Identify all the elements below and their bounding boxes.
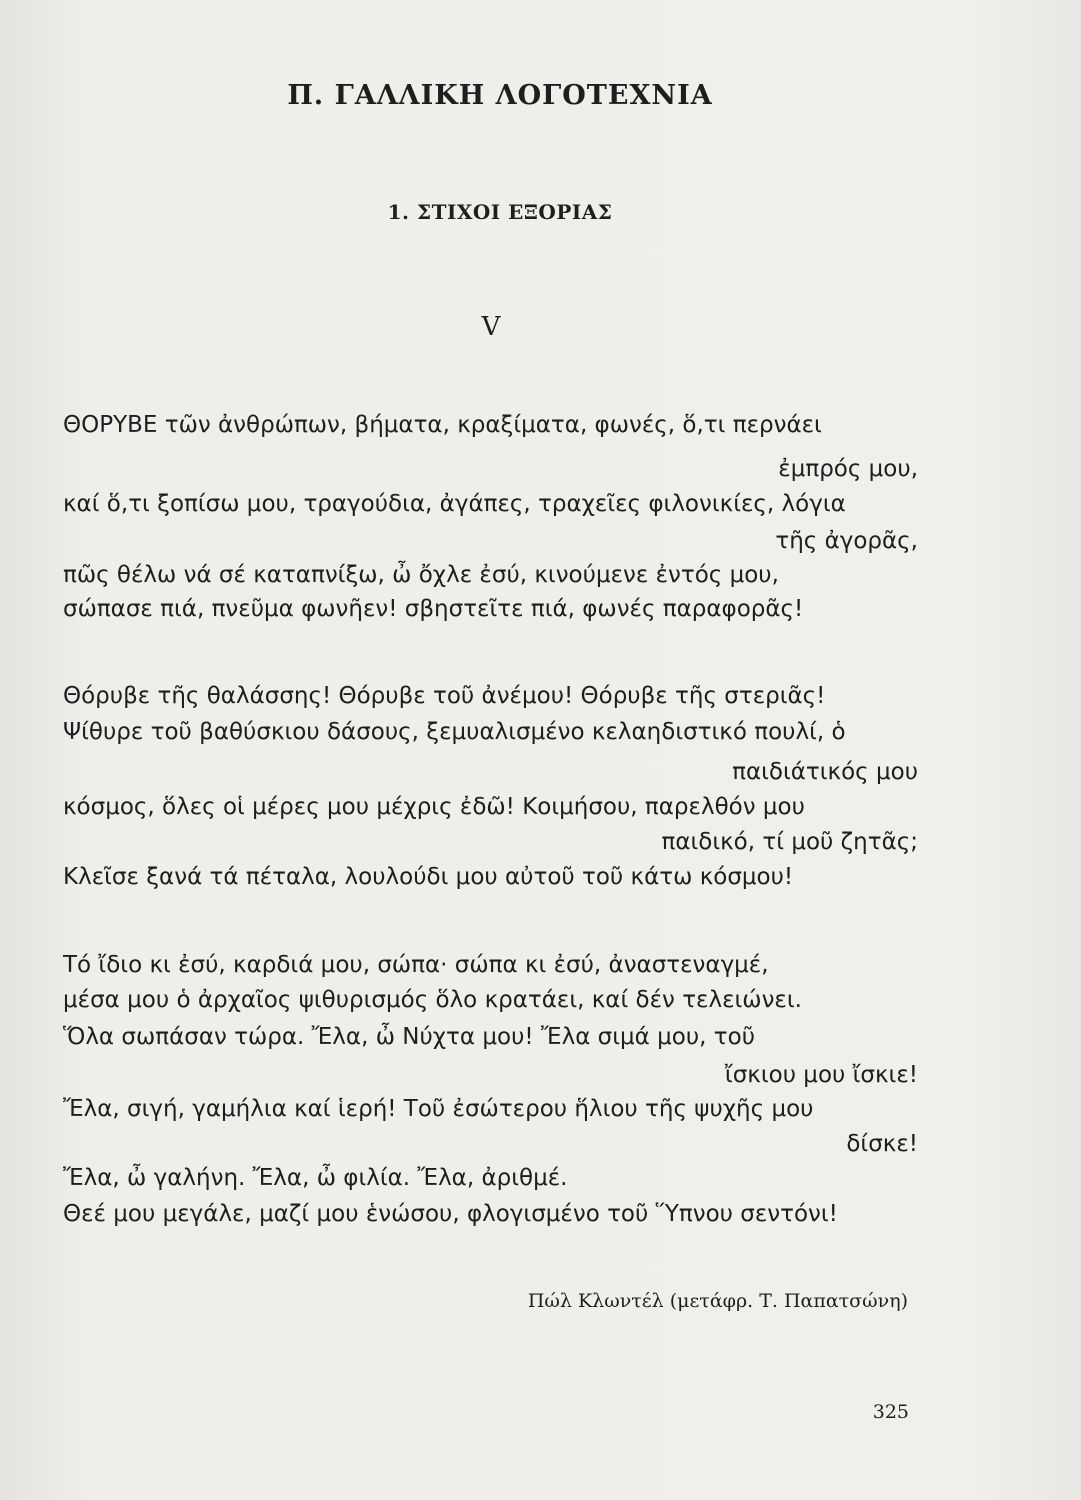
verse-line: κόσμος, ὅλες οἱ μέρες μου μέχρις ἐδῶ! Κοιμήσου, παρελθόν μου — [63, 794, 805, 820]
verse-line: Τό ἴδιο κι ἐσύ, καρδιά μου, σώπα· σώπα κι ἐσύ, ἀναστεναγμέ, — [63, 952, 769, 978]
verse-line-continuation: ἴσκιου μου ἴσκιε! — [724, 1062, 918, 1088]
part-numeral: V — [481, 312, 501, 342]
verse-line: σώπασε πιά, πνεῦμα φωνῆεν! σβηστεῖτε πιά, φωνές παραφορᾶς! — [63, 596, 804, 622]
verse-line: Ψίθυρε τοῦ βαθύσκιου δάσους, ξεμυαλισμένο κελαηδιστικό πουλί, ὁ — [63, 719, 846, 745]
poem-title: 1. ΣΤΙΧΟΙ ΕΞΟΡΙΑΣ — [387, 200, 613, 224]
verse-line: Ἔλα, ὦ γαλήνη. Ἔλα, ὦ φιλία. Ἔλα, ἀριθμέ. — [63, 1165, 568, 1191]
verse-line-continuation: τῆς ἀγορᾶς, — [775, 528, 918, 554]
verse-line: Θόρυβε τῆς θαλάσσης! Θόρυβε τοῦ ἀνέμου! Θόρυβε τῆς στεριᾶς! — [63, 683, 826, 709]
section-title: Π. ΓΑΛΛΙΚΗ ΛΟΓΟΤΕΧΝΙΑ — [287, 80, 713, 111]
verse-line: Ὅλα σωπάσαν τώρα. Ἔλα, ὦ Νύχτα μου! Ἔλα σιμά μου, τοῦ — [63, 1024, 755, 1050]
translation-attribution: Πώλ Κλωντέλ (μετάφρ. Τ. Παπατσώνη) — [527, 1290, 908, 1312]
verse-line: Ἔλα, σιγή, γαμήλια καί ἱερή! Τοῦ ἐσώτερου ἥλιου τῆς ψυχῆς μου — [63, 1096, 814, 1122]
verse-line: ΘΟΡΥΒΕ τῶν ἀνθρώπων, βήματα, κραξίματα, φωνές, ὅ,τι περνάει — [63, 412, 822, 438]
page-number: 325 — [872, 1401, 909, 1423]
verse-line-continuation: παιδικό, τί μοῦ ζητᾶς; — [661, 829, 918, 855]
verse-line: Κλεῖσε ξανά τά πέταλα, λουλούδι μου αὐτοῦ τοῦ κάτω κόσμου! — [63, 864, 794, 890]
verse-line-continuation: δίσκε! — [846, 1131, 918, 1157]
verse-line: Θεέ μου μεγάλε, μαζί μου ἑνώσου, φλογισμένο τοῦ Ὕπνου σεντόνι! — [63, 1201, 838, 1227]
verse-line-continuation: παιδιάτικός μου — [732, 759, 918, 785]
verse-line: καί ὅ,τι ξοπίσω μου, τραγούδια, ἀγάπες, τραχεῖες φιλονικίες, λόγια — [63, 491, 846, 517]
verse-line-continuation: ἐμπρός μου, — [778, 456, 918, 482]
verse-line: μέσα μου ὁ ἀρχαῖος ψιθυρισμός ὅλο κρατάει, καί δέν τελειώνει. — [63, 987, 802, 1013]
verse-line: πῶς θέλω νά σέ καταπνίξω, ὦ ὄχλε ἐσύ, κινούμενε ἐντός μου, — [63, 562, 779, 588]
